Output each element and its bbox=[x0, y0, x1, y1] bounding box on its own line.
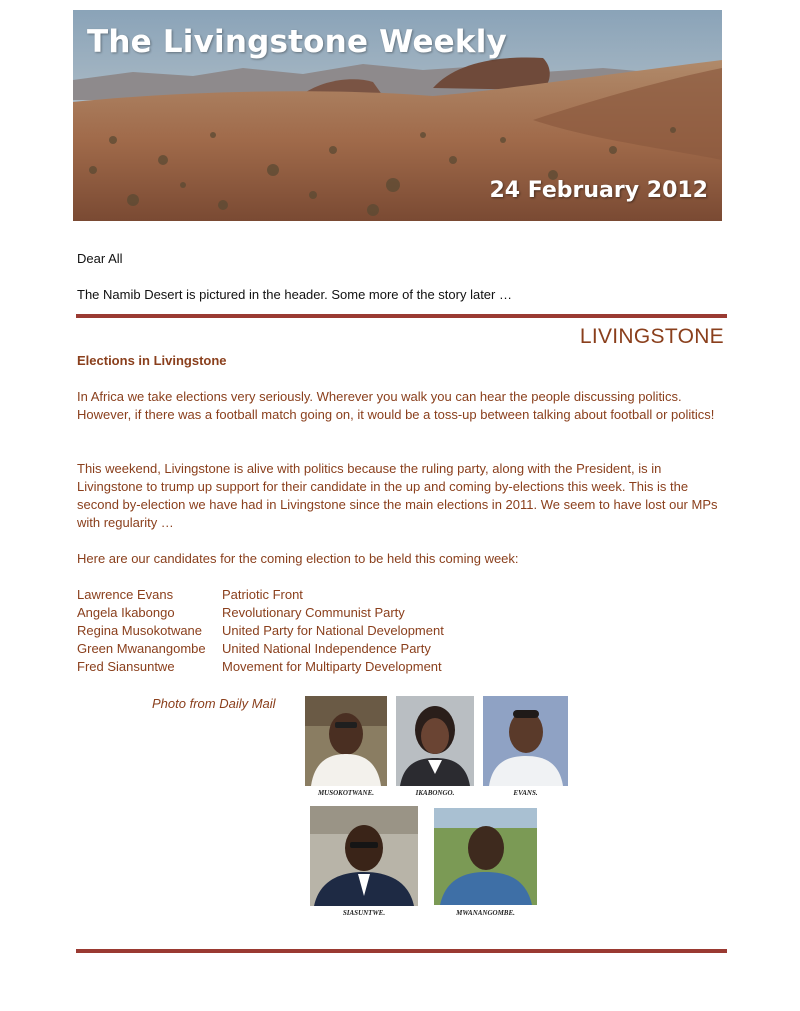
photo-caption: MWANANGOMBE. bbox=[456, 909, 515, 917]
candidate-name: Regina Musokotwane bbox=[77, 623, 203, 638]
candidate-photo-mwanangombe bbox=[434, 808, 537, 905]
section-divider-bottom bbox=[76, 949, 727, 953]
photo-caption: EVANS. bbox=[513, 789, 538, 797]
article-paragraph: Here are our candidates for the coming election to be held this coming week: bbox=[77, 551, 519, 566]
candidate-row bbox=[77, 658, 444, 676]
article-paragraph: In Africa we take elections very seriously. Wherever you walk you can hear the people discussing politics. However, if there was a football match going on, it would be a toss-up between talking about football or politics! bbox=[77, 389, 715, 422]
photo-caption: SIASUNTWE. bbox=[342, 909, 386, 917]
candidate-row bbox=[77, 586, 444, 604]
candidate-name: Fred Siansuntwe bbox=[77, 659, 175, 674]
intro-text: The Namib Desert is pictured in the header. Some more of the story later … bbox=[77, 287, 512, 302]
photo-caption: IKABONGO. bbox=[415, 789, 455, 797]
candidate-photo-evans bbox=[483, 696, 568, 786]
article-paragraph: This weekend, Livingstone is alive with politics because the ruling party, along with the President, is in Livingstone to trump up support for their candidate in the up and coming by-elections this week. This is the second by-election we have had in Livingstone since the main elections in 2011. We seem to have lost our MPs with regularity … bbox=[77, 461, 718, 530]
candidate-party: United Party for National Development bbox=[222, 623, 444, 638]
candidate-row bbox=[77, 622, 444, 640]
candidate-name: Lawrence Evans bbox=[77, 587, 174, 602]
issue-date: 24 February 2012 bbox=[489, 178, 708, 203]
section-heading: LIVINGSTONE bbox=[579, 325, 724, 348]
candidate-name: Angela Ikabongo bbox=[77, 605, 175, 620]
candidate-party: Movement for Multiparty Development bbox=[222, 659, 442, 674]
candidate-party: United National Independence Party bbox=[222, 641, 431, 656]
greeting: Dear All bbox=[77, 251, 123, 266]
section-divider-top bbox=[76, 314, 727, 318]
article-title: Elections in Livingstone bbox=[77, 353, 227, 368]
photo-credit: Photo from Daily Mail bbox=[152, 696, 276, 711]
candidate-row bbox=[77, 640, 444, 658]
candidate-photo-siasuntwe bbox=[310, 806, 418, 906]
candidate-name: Green Mwanangombe bbox=[77, 641, 206, 656]
newsletter-title: The Livingstone Weekly bbox=[87, 24, 507, 60]
candidate-party: Revolutionary Communist Party bbox=[222, 605, 405, 620]
candidate-photo-musokotwane bbox=[305, 696, 387, 786]
candidate-party: Patriotic Front bbox=[222, 587, 303, 602]
candidate-photo-ikabongo bbox=[396, 696, 474, 786]
photo-caption: MUSOKOTWANE. bbox=[317, 789, 375, 797]
header-banner bbox=[73, 10, 722, 221]
candidate-row bbox=[77, 604, 444, 622]
candidate-list bbox=[77, 586, 444, 676]
